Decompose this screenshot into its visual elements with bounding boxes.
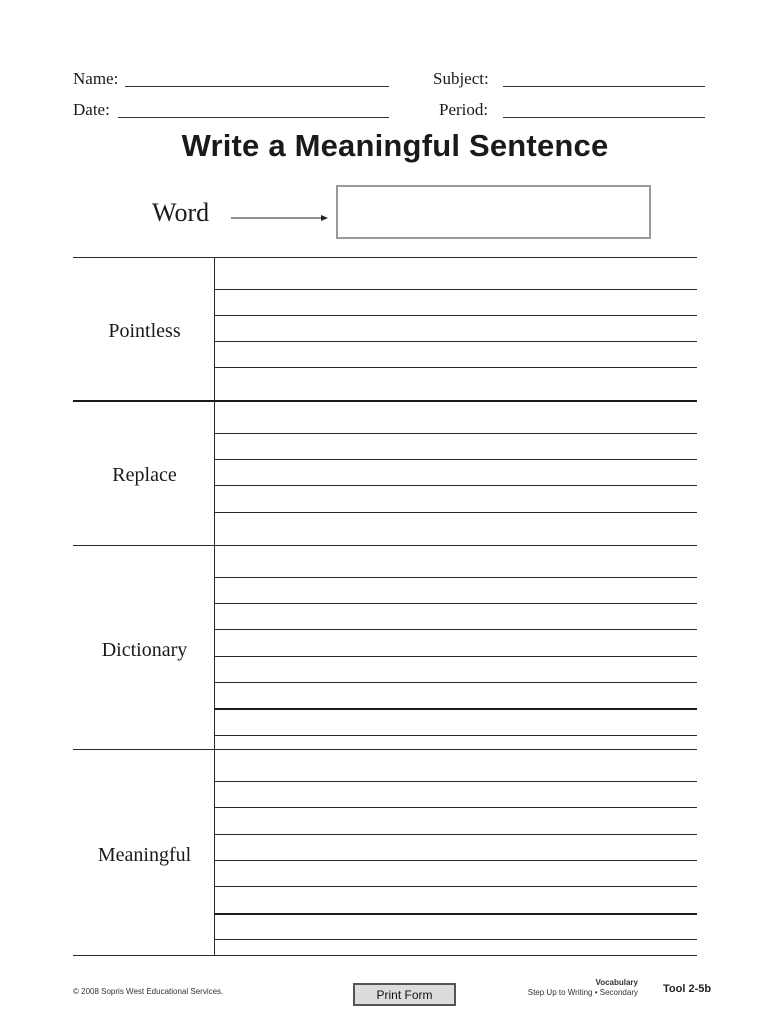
writing-line[interactable] <box>215 735 697 736</box>
date-field[interactable] <box>118 117 389 118</box>
section-divider <box>73 400 697 402</box>
section-label-meaningful: Meaningful <box>97 844 192 866</box>
word-label: Word <box>152 198 210 227</box>
writing-line[interactable] <box>215 834 697 835</box>
tool-number: Tool 2-5b <box>663 983 712 995</box>
writing-line[interactable] <box>215 913 697 915</box>
writing-line[interactable] <box>215 512 697 513</box>
period-label: Period: <box>439 100 489 119</box>
writing-line[interactable] <box>215 682 697 683</box>
section-divider <box>73 545 697 546</box>
section-label-replace: Replace <box>112 464 177 486</box>
table-bottom-border <box>73 955 697 956</box>
writing-line[interactable] <box>215 289 697 290</box>
section-label-pointless: Pointless <box>108 320 181 342</box>
writing-line[interactable] <box>215 341 697 342</box>
subject-label: Subject: <box>433 69 489 88</box>
period-field[interactable] <box>503 117 705 118</box>
footer-series: Step Up to Writing • Secondary <box>527 988 638 997</box>
subject-field[interactable] <box>503 86 705 87</box>
writing-line[interactable] <box>215 433 697 434</box>
writing-line[interactable] <box>215 860 697 861</box>
writing-line[interactable] <box>215 577 697 578</box>
section-label-dictionary: Dictionary <box>101 639 188 661</box>
page-title: Write a Meaningful Sentence <box>181 128 609 163</box>
footer-series-info <box>528 978 638 998</box>
writing-line[interactable] <box>215 485 697 486</box>
writing-line[interactable] <box>215 656 697 657</box>
writing-line[interactable] <box>215 459 697 460</box>
word-input-box[interactable] <box>336 185 651 239</box>
print-form-button[interactable]: Print Form <box>353 983 456 1006</box>
writing-line[interactable] <box>215 781 697 782</box>
footer-category: Vocabulary <box>595 978 638 987</box>
writing-line[interactable] <box>215 315 697 316</box>
name-field[interactable] <box>125 86 389 87</box>
arrow-right-icon <box>231 210 331 226</box>
writing-line[interactable] <box>215 886 697 887</box>
date-label: Date: <box>73 100 110 119</box>
table-top-border <box>73 257 697 258</box>
copyright-text: © 2008 Sopris West Educational Services. <box>73 987 224 996</box>
writing-line[interactable] <box>215 629 697 630</box>
writing-line[interactable] <box>215 708 697 710</box>
writing-line[interactable] <box>215 603 697 604</box>
writing-line[interactable] <box>215 807 697 808</box>
name-label: Name: <box>73 69 119 88</box>
writing-line[interactable] <box>215 367 697 368</box>
writing-line[interactable] <box>215 939 697 940</box>
section-divider <box>73 749 697 750</box>
